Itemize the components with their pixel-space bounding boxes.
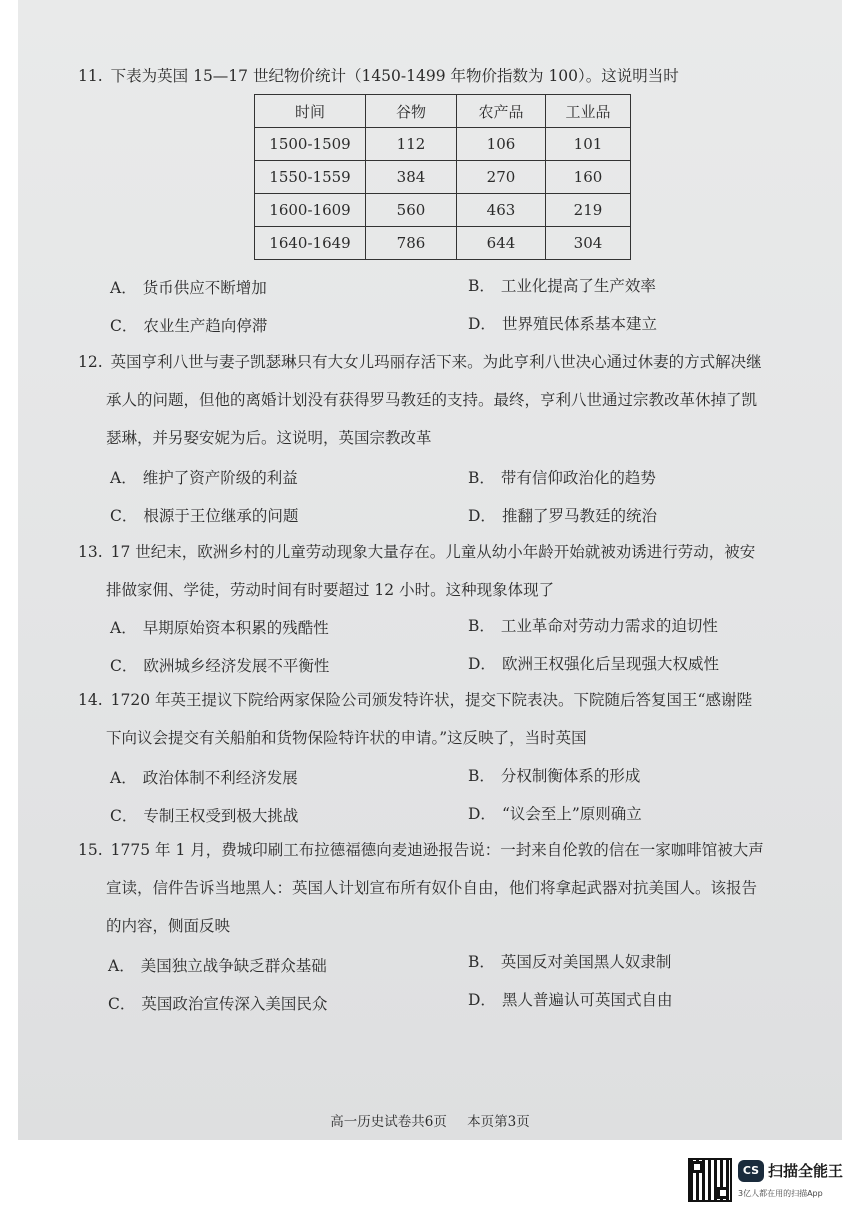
q12-option-d: D． 推翻了罗马教廷的统治: [468, 507, 657, 525]
question-14-line-2: 下向议会提交有关船舶和货物保险特许状的申请。”这反映了，当时英国: [106, 729, 587, 747]
table-cell: 560: [366, 194, 457, 227]
table-cell: 1640-1649: [255, 227, 366, 260]
camscanner-logo-icon: CS: [738, 1160, 764, 1182]
q11-option-a: A． 货币供应不断增加: [110, 279, 267, 297]
q14-option-d: D． “议会至上”原则确立: [468, 805, 642, 823]
question-15-line-1: 15. 1775 年 1 月，费城印刷工布拉德福德向麦迪逊报告说：一封来自伦敦的信在一家咖啡馆被大声: [78, 841, 764, 859]
question-11-stem: 11. 下表为英国 15—17 世纪物价统计（1450-1499 年物价指数为 100）。这说明当时: [78, 67, 679, 85]
q14-option-c: C． 专制王权受到极大挑战: [110, 807, 299, 825]
q13-option-d: D． 欧洲王权强化后呈现强大权威性: [468, 655, 719, 673]
footer-page-number: 本页第3页: [467, 1114, 530, 1130]
qr-code-icon: [688, 1158, 732, 1202]
table-header-cell: 工业品: [546, 95, 631, 128]
q13-option-b: B． 工业革命对劳动力需求的迫切性: [468, 617, 718, 635]
table-cell: 786: [366, 227, 457, 260]
q15-option-d: D． 黑人普遍认可英国式自由: [468, 991, 673, 1009]
question-15-line-3: 的内容，侧面反映: [106, 917, 231, 935]
table-cell: 384: [366, 161, 457, 194]
footer-total-pages: 高一历史试卷共6页: [330, 1114, 447, 1130]
question-15-line-2: 宣读，信件告诉当地黑人：英国人计划宣布所有奴仆自由，他们将拿起武器对抗美国人。该报告: [106, 879, 758, 897]
table-cell: 463: [457, 194, 546, 227]
table-row: [255, 128, 631, 161]
question-14-line-1: 14. 1720 年英王提议下院给两家保险公司颁发特许状，提交下院表决。下院随后答复国王“感谢陛: [78, 691, 752, 709]
table-cell: 304: [546, 227, 631, 260]
table-row: [255, 227, 631, 260]
exam-page: [18, 0, 842, 1140]
q12-option-a: A． 维护了资产阶级的利益: [110, 469, 298, 487]
q11-option-b: B． 工业化提高了生产效率: [468, 277, 656, 295]
table-cell: 1600-1609: [255, 194, 366, 227]
scanner-watermark: [688, 1158, 848, 1206]
q11-option-d: D． 世界殖民体系基本建立: [468, 315, 657, 333]
q14-option-b: B． 分权制衡体系的形成: [468, 767, 641, 785]
table-cell: 112: [366, 128, 457, 161]
q13-option-a: A． 早期原始资本积累的残酷性: [110, 619, 329, 637]
table-cell: 644: [457, 227, 546, 260]
table-cell: 270: [457, 161, 546, 194]
table-header-cell: 时间: [255, 95, 366, 128]
question-12-line-1: 12. 英国亨利八世与妻子凯瑟琳只有大女儿玛丽存活下来。为此亨利八世决心通过休妻的方式解决继: [78, 353, 762, 371]
table-header-cell: 谷物: [366, 95, 457, 128]
question-13-line-1: 13. 17 世纪末，欧洲乡村的儿童劳动现象大量存在。儿童从幼小年龄开始就被劝诱进行劳动，被安: [78, 543, 756, 561]
table-row: [255, 161, 631, 194]
q11-option-c: C． 农业生产趋向停滞: [110, 317, 268, 335]
scanner-brand-name: 扫描全能王: [768, 1162, 844, 1180]
table-header-row: [255, 95, 631, 128]
price-index-table: [254, 94, 631, 260]
table-row: [255, 194, 631, 227]
question-12-line-3: 瑟琳，并另娶安妮为后。这说明，英国宗教改革: [106, 429, 432, 447]
q15-option-b: B． 英国反对美国黑人奴隶制: [468, 953, 672, 971]
table-header-cell: 农产品: [457, 95, 546, 128]
scanner-tagline: 3亿人都在用的扫描App: [738, 1189, 823, 1198]
page-footer: [18, 1110, 842, 1130]
q15-option-c: C． 英国政治宣传深入美国民众: [108, 995, 328, 1013]
table-cell: 101: [546, 128, 631, 161]
question-12-line-2: 承人的问题，但他的离婚计划没有获得罗马教廷的支持。最终，亨利八世通过宗教改革休掉了凯: [106, 391, 758, 409]
q12-option-b: B． 带有信仰政治化的趋势: [468, 469, 656, 487]
q12-option-c: C． 根源于王位继承的问题: [110, 507, 299, 525]
table-cell: 1500-1509: [255, 128, 366, 161]
q14-option-a: A． 政治体制不利经济发展: [110, 769, 298, 787]
q15-option-a: A． 美国独立战争缺乏群众基础: [108, 957, 327, 975]
table-cell: 1550-1559: [255, 161, 366, 194]
q13-option-c: C． 欧洲城乡经济发展不平衡性: [110, 657, 330, 675]
table-cell: 106: [457, 128, 546, 161]
question-13-line-2: 排做家佣、学徒，劳动时间有时要超过 12 小时。这种现象体现了: [106, 581, 555, 599]
table-cell: 219: [546, 194, 631, 227]
table-cell: 160: [546, 161, 631, 194]
